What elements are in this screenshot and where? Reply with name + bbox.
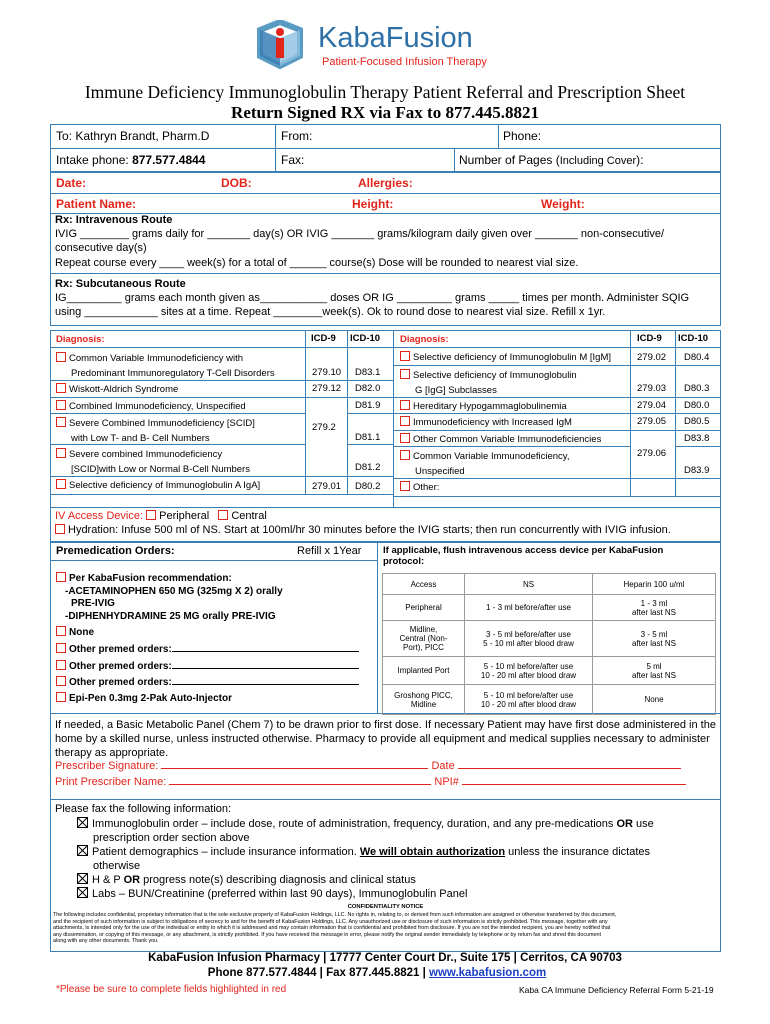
icd9-27902: 279.02 <box>637 352 667 363</box>
fax-field[interactable]: Fax: <box>281 153 305 167</box>
checkbox[interactable] <box>56 660 66 670</box>
icd10-d804: D80.4 <box>684 352 710 363</box>
kabafusion-logo-icon <box>252 20 308 70</box>
brand-name: KabaFusion <box>318 22 473 54</box>
bmp-text: If needed, a Basic Metabolic Panel (Chem 7) to be drawn prior to first dose. If necessary Patient may have first dose administered in the home by a skilled nurse, unless instructed otherwise. Pharmacy to provide all equipment and medical supplies necessary to administer therapy as appropriate. <box>55 719 716 759</box>
flush-cell: 3 - 5 ml after last NS <box>593 621 716 657</box>
icd10-header-left: ICD-10 <box>350 333 381 344</box>
dx-right-5[interactable]: Other Common Variable Immunodeficiencies <box>400 433 601 445</box>
checkbox[interactable] <box>400 369 410 379</box>
checkbox[interactable] <box>400 351 410 361</box>
icd9-header-left: ICD-9 <box>311 333 336 344</box>
checkbox[interactable] <box>400 481 410 491</box>
fax-item-demographics[interactable]: Patient demographics – include insurance information. We will obtain authorization unless the insurance dictates otherwise <box>77 845 650 873</box>
flush-cell: None <box>593 685 716 715</box>
icd9-27910: 279.10 <box>312 367 342 378</box>
icd10-d819: D81.9 <box>355 400 381 411</box>
confidentiality-notice: The following includes confidential, proprietary information that is the sole exclusive property of KabaFusion Holdings, LLC. No rights in, relating to, or derived from such information are assigned or otherwise transferred by this document, and the recipient of such information is subject to obligations of secrecy to and for the benefit of KabaFusion Holdings, LLC. Any unauthorized use or disclosure of such information is strictly prohibited. This message, together with any attachments, is intended only for the use of the individual or entity to which it is addressed and may contain information that is confidential and prohibited from disclosure. If you are not the intended recipient, you are hereby notified that any dissemination, or copying of this message, or any attachment, is strictly prohibited. If you have received this message in error, please notify the original sender immediately by telephone or by return fax and shred this document along with any other documents. Thank you. <box>53 912 617 945</box>
checkbox[interactable] <box>56 417 66 427</box>
iv-route-line3[interactable]: Repeat course every ____ week(s) for a total of ______ course(s) Dose will be rounded to nearest vial size. <box>55 257 579 269</box>
prescriber-signature[interactable]: Prescriber Signature: Date <box>55 760 681 772</box>
footer-form-id: Kaba CA Immune Deficiency Referral Form 5-21-19 <box>519 985 714 995</box>
icd10-d831: D83.1 <box>355 367 381 378</box>
flush-cell: Peripheral <box>383 595 465 621</box>
icd10-d802: D80.2 <box>355 481 381 492</box>
flush-cell: Midline, Central (Non- Port), PICC <box>383 621 465 657</box>
icd10-d803: D80.3 <box>684 383 710 394</box>
peripheral-checkbox[interactable] <box>146 510 156 520</box>
flush-cell: 3 - 5 ml before/after use 5 - 10 ml after blood draw <box>465 621 593 657</box>
premed-other-1[interactable]: Other premed orders: <box>56 643 359 655</box>
iv-access-device: IV Access Device: Peripheral Central <box>55 510 267 522</box>
icd10-d820: D82.0 <box>355 383 381 394</box>
fax-intro: Please fax the following information: <box>55 803 232 815</box>
checked-checkbox-icon[interactable] <box>77 845 88 856</box>
dx-right-4[interactable]: Immunodeficiency with Increased IgM <box>400 416 572 428</box>
premed-label: Premedication Orders: <box>56 545 175 557</box>
checkbox[interactable] <box>56 692 66 702</box>
footer-contact: Phone 877.577.4844 | Fax 877.445.8821 | www.kabafusion.com <box>0 967 770 979</box>
brand-tagline: Patient-Focused Infusion Therapy <box>322 56 487 68</box>
premed-other-2[interactable]: Other premed orders: <box>56 660 359 672</box>
intake-phone: Intake phone: 877.577.4844 <box>56 153 206 167</box>
fax-item-labs[interactable]: Labs – BUN/Creatinine (preferred within last 90 days), Immunoglobulin Panel <box>77 887 467 900</box>
dx-left-4[interactable]: Severe Combined Immunodeficiency [SCID] with Low T- and B- Cell Numbers <box>56 416 255 446</box>
dx-left-6[interactable]: Selective deficiency of Immunoglobulin A IgA] <box>56 479 260 491</box>
icd9-2792: 279.2 <box>312 422 336 433</box>
subq-route-line1[interactable]: IG_________ grams each month given as___________ doses OR IG _________ grams _____ times per month. Administer SQIG <box>55 292 690 304</box>
icd9-27903: 279.03 <box>637 383 667 394</box>
checked-checkbox-icon[interactable] <box>77 887 88 898</box>
to-field[interactable]: To: Kathryn Brandt, Pharm.D <box>56 129 210 143</box>
checkbox[interactable] <box>56 643 66 653</box>
icd9-27906: 279.06 <box>637 448 667 459</box>
flush-cell: 1 - 3 ml after last NS <box>593 595 716 621</box>
hydration-checkbox[interactable] <box>55 524 65 534</box>
print-prescriber-name[interactable]: Print Prescriber Name: NPI# <box>55 776 686 788</box>
premed-rec[interactable]: Per KabaFusion recommendation: -ACETAMINOPHEN 650 MG (325mg X 2) orally PRE-IVIG -DIPHENHYDRAMINE 25 MG orally PRE-IVIG <box>56 572 283 623</box>
dx-right-1[interactable]: Selective deficiency of Immunoglobulin M [IgM] <box>400 351 611 363</box>
flush-cell: 5 - 10 ml before/after use 10 - 20 ml after blood draw <box>465 685 593 715</box>
footer-note: *Please be sure to complete fields highlighted in red <box>56 984 287 995</box>
icd10-d839: D83.9 <box>684 465 710 476</box>
icd10-d811: D81.1 <box>355 432 381 443</box>
checked-checkbox-icon[interactable] <box>77 817 88 828</box>
checkbox[interactable] <box>56 676 66 686</box>
height-field[interactable]: Height: <box>352 197 394 211</box>
premed-none[interactable]: None <box>56 626 94 638</box>
flush-header-heparin: Heparin 100 u/ml <box>593 574 716 595</box>
iv-route-heading: Rx: Intravenous Route <box>55 214 173 226</box>
hydration-line[interactable]: Hydration: Infuse 500 ml of NS. Start at 100ml/hr 30 minutes before the IVIG starts; then run concurrently with IVIG infusion. <box>55 524 671 536</box>
website-link[interactable]: www.kabafusion.com <box>429 967 547 979</box>
diagnosis-label-left: Diagnosis: <box>56 334 105 345</box>
checkbox[interactable] <box>56 479 66 489</box>
icd9-27904: 279.04 <box>637 400 667 411</box>
checkbox[interactable] <box>56 400 66 410</box>
dx-right-3[interactable]: Hereditary Hypogammaglobulinemia <box>400 400 567 412</box>
flush-header-access: Access <box>383 574 465 595</box>
icd9-header-right: ICD-9 <box>637 333 662 344</box>
icd9-27905: 279.05 <box>637 416 667 427</box>
patient-name-field[interactable]: Patient Name: <box>56 197 137 211</box>
checkbox[interactable] <box>400 433 410 443</box>
premed-other-3[interactable]: Other premed orders: <box>56 676 359 688</box>
flush-cell: Implanted Port <box>383 657 465 685</box>
icd9-27901: 279.01 <box>312 481 342 492</box>
iv-route-line2: consecutive day(s) <box>55 242 147 254</box>
pages-field[interactable]: Number of Pages (Including Cover): <box>459 153 644 167</box>
premed-epipen[interactable]: Epi-Pen 0.3mg 2-Pak Auto-Injector <box>56 692 232 704</box>
premed-refill: Refill x 1Year <box>297 545 362 557</box>
central-checkbox[interactable] <box>218 510 228 520</box>
checkbox[interactable] <box>400 450 410 460</box>
icd10-d800: D80.0 <box>684 400 710 411</box>
checkbox[interactable] <box>400 400 410 410</box>
dx-right-other[interactable]: Other: <box>400 481 439 493</box>
checkbox[interactable] <box>56 383 66 393</box>
dx-right-2[interactable]: Selective deficiency of Immunoglobulin G [IgG] Subclasses <box>400 368 577 398</box>
flush-table <box>382 573 716 715</box>
dx-left-2[interactable]: Wiskott-Aldrich Syndrome <box>56 383 178 395</box>
icd10-d812: D81.2 <box>355 462 381 473</box>
weight-field[interactable]: Weight: <box>541 197 585 211</box>
checkbox[interactable] <box>400 416 410 426</box>
subq-route-heading: Rx: Subcutaneous Route <box>55 278 186 290</box>
checkbox[interactable] <box>56 448 66 458</box>
date-field[interactable]: Date: <box>56 176 87 190</box>
iv-route-line1[interactable]: IVIG ________ grams daily for _______ day(s) OR IVIG _______ grams/kilogram daily given over _______ non-consecutive/ <box>55 228 665 240</box>
page-subtitle: Return Signed RX via Fax to 877.445.8821 <box>231 103 539 122</box>
confidentiality-title: CONFIDENTIALITY NOTICE <box>347 904 424 910</box>
checkbox[interactable] <box>56 626 66 636</box>
dx-left-5[interactable]: Severe combined Immunodeficiency [SCID]with Low or Normal B-Cell Numbers <box>56 447 250 477</box>
checkbox[interactable] <box>56 352 66 362</box>
dx-right-6[interactable]: Common Variable Immunodeficiency, Unspecified <box>400 449 569 479</box>
dx-left-1[interactable]: Common Variable Immunodeficiency with Predominant Immunoregulatory T-Cell Disorders <box>56 351 275 381</box>
fax-item-hp[interactable]: H & P OR progress note(s) describing diagnosis and clinical status <box>77 873 416 886</box>
icd10-d838: D83.8 <box>684 433 710 444</box>
checkbox[interactable] <box>56 572 66 582</box>
flush-cell: 5 ml after last NS <box>593 657 716 685</box>
fax-item-order[interactable]: Immunoglobulin order – include dose, route of administration, frequency, duration, and any pre-medications OR use prescription order section above <box>77 817 654 845</box>
page-title: Immune Deficiency Immunoglobulin Therapy Patient Referral and Prescription Sheet <box>84 82 686 102</box>
subq-route-line2[interactable]: using ____________ sites at a time. Repeat ________week(s). Ok to round dose to nearest vial size. Refill x 1yr. <box>55 306 606 318</box>
flush-cell: 5 - 10 ml before/after use 10 - 20 ml after blood draw <box>465 657 593 685</box>
dob-field[interactable]: DOB: <box>221 176 252 190</box>
flush-cell: 1 - 3 ml before/after use <box>465 595 593 621</box>
dx-left-3[interactable]: Combined Immunodeficiency, Unspecified <box>56 400 246 412</box>
flush-header-ns: NS <box>465 574 593 595</box>
icd9-27912: 279.12 <box>312 383 342 394</box>
icd10-header-right: ICD-10 <box>678 333 709 344</box>
phone-field[interactable]: Phone: <box>503 129 542 143</box>
from-field[interactable]: From: <box>281 129 313 143</box>
logo <box>252 20 512 70</box>
icd10-d805: D80.5 <box>684 416 710 427</box>
diagnosis-label-right: Diagnosis: <box>400 334 449 345</box>
flush-label: If applicable, flush intravenous access device per KabaFusion protocol: <box>383 545 664 567</box>
footer-address: KabaFusion Infusion Pharmacy | 17777 Center Court Dr., Suite 175 | Cerritos, CA 90703 <box>148 952 622 964</box>
flush-cell: Groshong PICC, Midline <box>383 685 465 715</box>
checked-checkbox-icon[interactable] <box>77 873 88 884</box>
allergies-field[interactable]: Allergies: <box>358 176 413 190</box>
